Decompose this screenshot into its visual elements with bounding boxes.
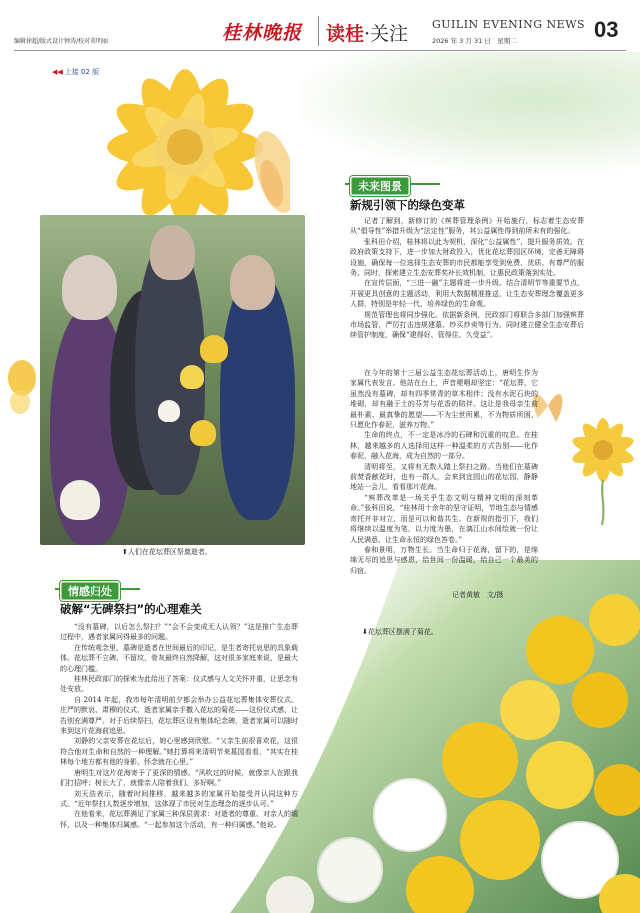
paragraph: 唐明生对这片花海寄予了更深的情感。“风吹过的时候，就像亲人在跟我们打招呼；树长大了，就像亲人陪着我们，多好啊。” [60,768,298,788]
paragraph: 自 2014 年起，我市每年清明前夕都会举办公益花坛葬集体安葬仪式。庄严的默哀、肃穆的仪式、逝者家属亲手撒入花坛的菊花——这份仪式感，让告别充满尊严。对于后续祭扫，花坛葬区设有集体纪念碑，逝者家属可以随时来到这片花海前追思。 [60,695,298,736]
photo-figure [200,335,228,363]
paragraph: 记者了解到，新修订的《殡葬管理条例》开始施行，标志着生态安葬从“倡导性”举措升级为“法定性”服务，其公益属性得到前所未有的强化。 [350,217,584,236]
photo-figure [62,255,117,320]
english-masthead: GUILIN EVENING NEWS [432,18,586,31]
section-tag-future [350,175,410,196]
photo-figure [230,255,275,310]
yellow-petal-decoration [8,358,48,418]
photo-figure [190,420,216,446]
paragraph: 在他看来，花坛葬满足了家属三种深层需求：对逝者的尊重、对亲人的缅怀，以及一种集体归属感。“一起参加这个活动，有一种归属感。”他说。 [60,810,298,829]
headline-future: 新规引领下的绿色变革 [350,198,465,212]
header-divider [318,16,319,46]
paragraph: 张科田介绍，桂林将以此为契机，深化“公益属性”，提升服务质效。在政府政策支持下，进一步加大财政投入，优化花坛葬园区环境，完善无障碍设施，确保每一位选择生态安葬的市民都能享受到免费、优质、有尊严的服务。同时，探索建立生态安葬奖补长效机制，让惠民政策落到实处。 [350,237,584,278]
green-watercolor-wash [300,52,640,172]
double-arrow-left-icon: ◀◀ [52,68,63,76]
continued-from-note[interactable] [52,67,99,77]
paragraph: “殡葬改革是一场关乎生态文明与精神文明的深刻革命。”张科田说，“桂林用十余年的坚守证明，节地生态与情感寄托并非对立，而是可以和谐共生。在新规的指引下，我们将继续以温度为笔，以力度为墨，在漓江山水间绘就一份让人民满意、让生命永恒的绿色答卷。” [350,493,538,544]
photo-caption-top: ⬆人们在花坛葬区祭奠逝者。 [122,548,212,556]
article-body-future [350,216,584,341]
article-body-emotion [60,622,298,830]
yellow-flower-right-illustration [548,395,638,525]
section-tag-label: 未来图景 [350,176,410,196]
paragraph: 生命的终点，不一定是冰冷的石碑和沉重的叹息。在桂林，越来越多的人选择用这样一种温柔的方式告别——化作春泥，融入花海，成为自然的一部分。 [350,431,538,461]
paragraph: 在今年的第十三届公益生态花坛葬活动上，唐明生作为家属代表发言。他站在台上，声音哽咽却坚定：“花坛葬，它虽然没有墓碑，却有四季常青的草木相伴；没有水泥石块的堆砌，却有融于土的芬芳与花香的陪伴。这让是我母亲生前最朴素、最真挚的愿望——不为尘世所累，不为物质所困，只愿化作春泥，滋养万物。” [350,369,538,430]
section-title-sub: ·关注 [364,23,409,45]
paragraph: 清明将至，又将有无数人踏上祭扫之路。当他们在墓碑前焚香献花时，也有一群人，会来到宜园山的花坛园，静静地站一会儿，看看那片花海。 [350,462,538,492]
paragraph: 刘天浩表示，随着时间推移，越来越多的家属开始接受并认同这种方式。“近年祭扫人数逐步增加，这体现了市民对生态理念的逐步认可。” [60,789,298,808]
editor-credits: 编辑徐超/版式设计钟涛/校对莫明丽 [14,38,109,45]
paragraph: “没有墓碑，以后怎么祭扫？”“会不会变成无人认领？”这是推广生态葬过程中，遇者家属问得最多的问题。 [60,623,298,642]
photo-figure [180,365,204,389]
photo-figure [60,480,100,520]
mourners-photo [40,215,305,545]
continued-from-text: 上接 02 版 [64,68,100,76]
paragraph: 在宣传层面，“三进一融”主题将进一步升级。结合清明节等重要节点，开展更具创意的主题活动，利用大数据精准推送，让生态安葬理念覆盖更多人群，特别是年轻一代，培养绿色的生命观。 [350,279,584,309]
section-title [326,19,408,46]
paragraph: 规范管理也将同步强化。依据新条例，民政部门将联合多部门加强殡葬市场监管，严厉打击违规建墓、炒买炒卖等行为。同时建立健全生态安葬后续管护制度，确保“建得好、管得住、久受益”。 [350,310,584,340]
photo-caption-bottom: ⬇花坛葬区摆满了菊花。 [362,628,438,636]
masthead-logo: 桂林晚报 [222,22,303,44]
headline-emotion: 破解“无碑祭扫”的心理难关 [60,602,202,616]
issue-date: 2026 年 3 月 31 日 星期二 [432,37,517,45]
photo-figure [150,225,195,280]
section-tag-label: 情感归处 [60,581,120,601]
paragraph: 桂林民政部门的探索为此给出了答案：仪式感与人文关怀并重，让思念有处安放。 [60,675,298,694]
paragraph: 在传统观念里，墓碑是逝者在世间最后的印记，是生者寄托哀思的具象载体。花坛葬不立碑、不留坟，骨灰最终自然降解，这对很多家庭来说，是最大的心理门槛。 [60,643,298,673]
byline: 记者黄敏 文/摄 [452,591,504,599]
photo-figure [158,400,180,422]
section-tag-emotion [60,580,120,601]
paragraph: 刘静的父亲安葬在花坛后，她心里感到欣慰。“父亲生前很喜欢花，这很符合他对生命和自然的一种理解。”她打算将来清明节来墓园看看，“其实在桂林每个地方都有他的身影，怀念就在心里。” [60,737,298,767]
paragraph: 春和景明，万物生长。当生命归于花海，留下的，是绵绵无尽的追思与感恩，给世间一份温暖，给自己一个最美的归宿。 [350,545,538,575]
header-rule [14,50,626,51]
section-title-main: 读桂 [326,23,365,45]
page-number: 03 [594,17,619,42]
article-body-future-2 [350,368,538,576]
